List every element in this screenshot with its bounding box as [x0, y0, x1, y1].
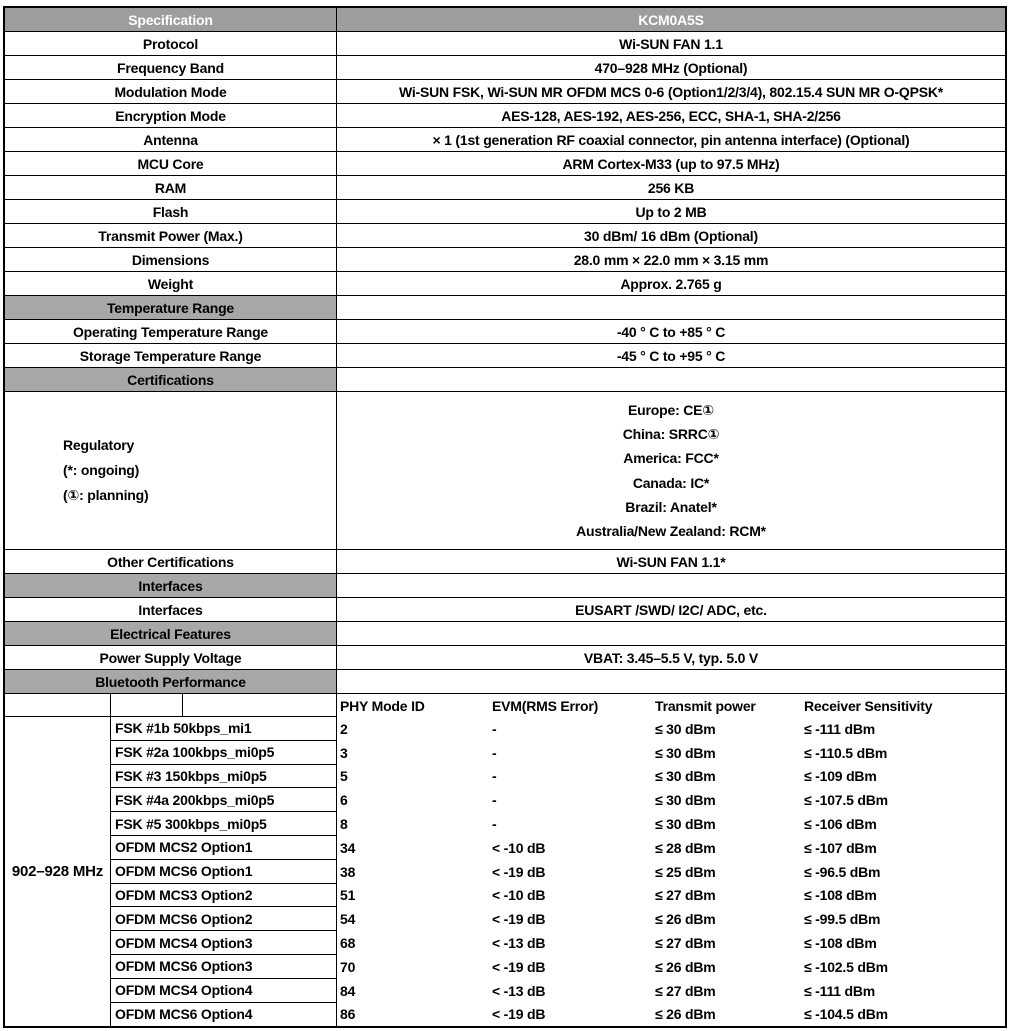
section-header-row [5, 573, 1005, 597]
section-title: Certifications [5, 368, 337, 391]
spec-sheet [3, 6, 1007, 1028]
spec-row [5, 127, 1005, 151]
bt-row [111, 765, 1005, 789]
bt-evm: < -13 dB [492, 935, 546, 952]
spec-value: 256 KB [647, 179, 695, 196]
section-title: Bluetooth Performance [5, 670, 337, 693]
bt-phy-mode-id: 8 [340, 816, 348, 833]
bt-mode: OFDM MCS6 Option2 [111, 907, 337, 931]
bt-receiver-sensitivity: ≤ -109 dBm [804, 768, 877, 785]
spec-value: AES-128, AES-192, AES-256, ECC, SHA-1, SHA-2/256 [501, 107, 841, 124]
bt-receiver-sensitivity: ≤ -99.5 dBm [804, 911, 881, 928]
bt-evm: < -10 dB [492, 839, 546, 856]
bt-row [111, 741, 1005, 765]
spec-row [5, 103, 1005, 127]
spec-label: Dimensions [5, 248, 337, 271]
bt-transmit-power: ≤ 27 dBm [655, 887, 716, 904]
spec-label: Modulation Mode [5, 80, 337, 103]
spec-value-line: Europe: CE① [628, 401, 714, 418]
spec-row [5, 223, 1005, 247]
bluetooth-performance-table [5, 717, 1005, 1026]
bt-header-empty-cell-3 [183, 694, 337, 717]
bt-rows [111, 717, 1005, 1026]
spec-row [5, 391, 1005, 549]
bt-phy-mode-id: 54 [340, 911, 356, 928]
bt-mode: OFDM MCS6 Option1 [111, 860, 337, 884]
bt-row [111, 979, 1005, 1003]
bt-transmit-power: ≤ 28 dBm [655, 839, 716, 856]
bt-receiver-sensitivity: ≤ -96.5 dBm [804, 863, 881, 880]
bt-evm: < -19 dB [492, 958, 546, 975]
spec-label: Transmit Power (Max.) [5, 224, 337, 247]
bt-phy-mode-id: 51 [340, 887, 356, 904]
spec-value: Wi-SUN FAN 1.1 [619, 35, 723, 52]
spec-label-line: (*: ongoing) [63, 462, 140, 478]
bt-evm: < -19 dB [492, 911, 546, 928]
bt-col-transmit-power: Transmit power [655, 697, 756, 714]
spec-value: 28.0 mm × 22.0 mm × 3.15 mm [573, 251, 769, 268]
section-empty-cell [337, 622, 1005, 645]
section-empty-cell [337, 574, 1005, 597]
spec-value-line: America: FCC* [623, 450, 719, 467]
spec-label: MCU Core [5, 152, 337, 175]
bt-transmit-power: ≤ 30 dBm [655, 768, 716, 785]
bt-mode: OFDM MCS4 Option4 [111, 979, 337, 1003]
bt-evm: < -19 dB [492, 863, 546, 880]
spec-row [5, 343, 1005, 367]
bt-transmit-power: ≤ 26 dBm [655, 1006, 716, 1023]
spec-value: ARM Cortex-M33 (up to 97.5 MHz) [562, 155, 780, 172]
bt-transmit-power: ≤ 27 dBm [655, 982, 716, 999]
spec-label: Encryption Mode [5, 104, 337, 127]
spec-header-model: KCM0A5S [337, 8, 1005, 31]
spec-label: Antenna [5, 128, 337, 151]
spec-row [5, 645, 1005, 669]
spec-value: -45 ° C to +95 ° C [616, 347, 726, 364]
spec-label: RAM [5, 176, 337, 199]
spec-label: Protocol [5, 32, 337, 55]
spec-label: Storage Temperature Range [5, 344, 337, 367]
bt-col-evm: EVM(RMS Error) [492, 697, 599, 714]
bt-phy-mode-id: 86 [340, 1006, 356, 1023]
spec-value-line: China: SRRC① [622, 426, 720, 443]
bt-row [111, 931, 1005, 955]
bt-row [111, 717, 1005, 741]
bt-mode: OFDM MCS6 Option3 [111, 955, 337, 979]
bt-evm: < -13 dB [492, 982, 546, 999]
bt-evm: < -10 dB [492, 887, 546, 904]
bt-row [111, 907, 1005, 931]
bt-transmit-power: ≤ 30 dBm [655, 720, 716, 737]
bt-mode: OFDM MCS4 Option3 [111, 931, 337, 955]
section-header-row [5, 621, 1005, 645]
spec-label: Power Supply Voltage [5, 646, 337, 669]
bt-row [111, 884, 1005, 908]
bt-receiver-sensitivity: ≤ -108 dBm [804, 935, 877, 952]
spec-label: Other Certifications [5, 550, 337, 573]
section-empty-cell [337, 368, 1005, 391]
spec-label: Frequency Band [5, 56, 337, 79]
bt-mode: FSK #2a 100kbps_mi0p5 [111, 741, 337, 765]
bt-evm: - [492, 768, 497, 785]
section-empty-cell [337, 670, 1005, 693]
bt-transmit-power: ≤ 27 dBm [655, 935, 716, 952]
bt-phy-mode-id: 5 [340, 768, 348, 785]
bt-transmit-power: ≤ 30 dBm [655, 816, 716, 833]
spec-row [5, 55, 1005, 79]
section-header-row [5, 295, 1005, 319]
spec-label-line: (①: planning) [63, 487, 149, 503]
section-title: Interfaces [5, 574, 337, 597]
bt-band-label: 902–928 MHz [5, 717, 111, 1026]
spec-value: Up to 2 MB [635, 203, 707, 220]
bt-phy-mode-id: 3 [340, 744, 348, 761]
bt-phy-mode-id: 38 [340, 863, 356, 880]
bt-mode: OFDM MCS6 Option4 [111, 1003, 337, 1027]
spec-value: × 1 (1st generation RF coaxial connector, pin antenna interface) (Optional) [432, 131, 910, 148]
spec-value-line: Brazil: Anatel* [625, 498, 717, 515]
section-header-row [5, 367, 1005, 391]
bt-mode: OFDM MCS3 Option2 [111, 884, 337, 908]
section-title: Electrical Features [5, 622, 337, 645]
spec-row [5, 151, 1005, 175]
bt-header-empty-cell-2 [111, 694, 183, 717]
spec-value: Wi-SUN FAN 1.1* [616, 553, 726, 570]
spec-row [5, 199, 1005, 223]
spec-header-label: Specification [5, 8, 337, 31]
spec-label: Operating Temperature Range [5, 320, 337, 343]
bt-evm: < -19 dB [492, 1006, 546, 1023]
spec-row [5, 175, 1005, 199]
bt-mode: FSK #1b 50kbps_mi1 [111, 717, 337, 741]
spec-row [5, 271, 1005, 295]
spec-value: 30 dBm/ 16 dBm (Optional) [584, 227, 758, 244]
bt-receiver-sensitivity: ≤ -104.5 dBm [804, 1006, 888, 1023]
bt-phy-mode-id: 2 [340, 720, 348, 737]
spec-header-row [5, 8, 1005, 31]
spec-label: Weight [5, 272, 337, 295]
bt-row [111, 955, 1005, 979]
bt-row [111, 860, 1005, 884]
bt-transmit-power: ≤ 30 dBm [655, 744, 716, 761]
bt-col-receiver-sensitivity: Receiver Sensitivity [804, 697, 933, 714]
spec-value [337, 392, 1005, 549]
bt-row [111, 836, 1005, 860]
spec-row [5, 79, 1005, 103]
bt-phy-mode-id: 34 [340, 839, 356, 856]
bt-transmit-power: ≤ 26 dBm [655, 911, 716, 928]
bt-phy-mode-id: 84 [340, 982, 356, 999]
spec-label: Flash [5, 200, 337, 223]
bt-row [111, 788, 1005, 812]
bt-receiver-sensitivity: ≤ -110.5 dBm [804, 744, 888, 761]
bt-evm: - [492, 720, 497, 737]
bt-header-empty-cell-1 [5, 694, 111, 717]
bt-receiver-sensitivity: ≤ -108 dBm [804, 887, 877, 904]
section-title: Temperature Range [5, 296, 337, 319]
spec-value-line: Australia/New Zealand: RCM* [576, 522, 766, 539]
bt-transmit-power: ≤ 26 dBm [655, 958, 716, 975]
spec-row [5, 31, 1005, 55]
bt-receiver-sensitivity: ≤ -102.5 dBm [804, 958, 888, 975]
spec-value: VBAT: 3.45–5.5 V, typ. 5.0 V [583, 649, 759, 666]
spec-label-line: Regulatory [63, 437, 135, 453]
bt-row [111, 812, 1005, 836]
bt-row [111, 1003, 1005, 1027]
bt-transmit-power: ≤ 25 dBm [655, 863, 716, 880]
spec-value-line: Canada: IC* [632, 474, 710, 491]
bt-receiver-sensitivity: ≤ -107.5 dBm [804, 792, 888, 809]
bt-mode: FSK #4a 200kbps_mi0p5 [111, 788, 337, 812]
spec-value: Approx. 2.765 g [620, 275, 722, 292]
bt-mode: FSK #5 300kbps_mi0p5 [111, 812, 337, 836]
spec-row [5, 247, 1005, 271]
section-empty-cell [337, 296, 1005, 319]
spec-value: -40 ° C to +85 ° C [616, 323, 726, 340]
bt-receiver-sensitivity: ≤ -111 dBm [804, 982, 876, 999]
spec-label: Interfaces [5, 598, 337, 621]
bt-evm: - [492, 816, 497, 833]
spec-row [5, 597, 1005, 621]
specification-table [5, 31, 1005, 693]
spec-row [5, 319, 1005, 343]
bt-column-headers [337, 694, 1005, 717]
spec-value: 470–928 MHz (Optional) [594, 59, 748, 76]
bt-receiver-sensitivity: ≤ -111 dBm [804, 720, 876, 737]
bt-receiver-sensitivity: ≤ -107 dBm [804, 839, 877, 856]
bt-receiver-sensitivity: ≤ -106 dBm [804, 816, 877, 833]
spec-value: EUSART /SWD/ I2C/ ADC, etc. [575, 601, 767, 618]
spec-row [5, 549, 1005, 573]
bt-phy-mode-id: 68 [340, 935, 356, 952]
section-header-row [5, 669, 1005, 693]
bt-evm: - [492, 744, 497, 761]
bt-evm: - [492, 792, 497, 809]
spec-value: Wi-SUN FSK, Wi-SUN MR OFDM MCS 0-6 (Option1/2/3/4), 802.15.4 SUN MR O-QPSK* [398, 83, 944, 100]
bt-col-phy-mode-id: PHY Mode ID [340, 697, 425, 714]
spec-label [5, 392, 337, 549]
bt-phy-mode-id: 6 [340, 792, 348, 809]
bt-table-header-row [5, 693, 1005, 717]
bt-transmit-power: ≤ 30 dBm [655, 792, 716, 809]
bt-mode: OFDM MCS2 Option1 [111, 836, 337, 860]
bt-phy-mode-id: 70 [340, 958, 356, 975]
bt-mode: FSK #3 150kbps_mi0p5 [111, 765, 337, 789]
